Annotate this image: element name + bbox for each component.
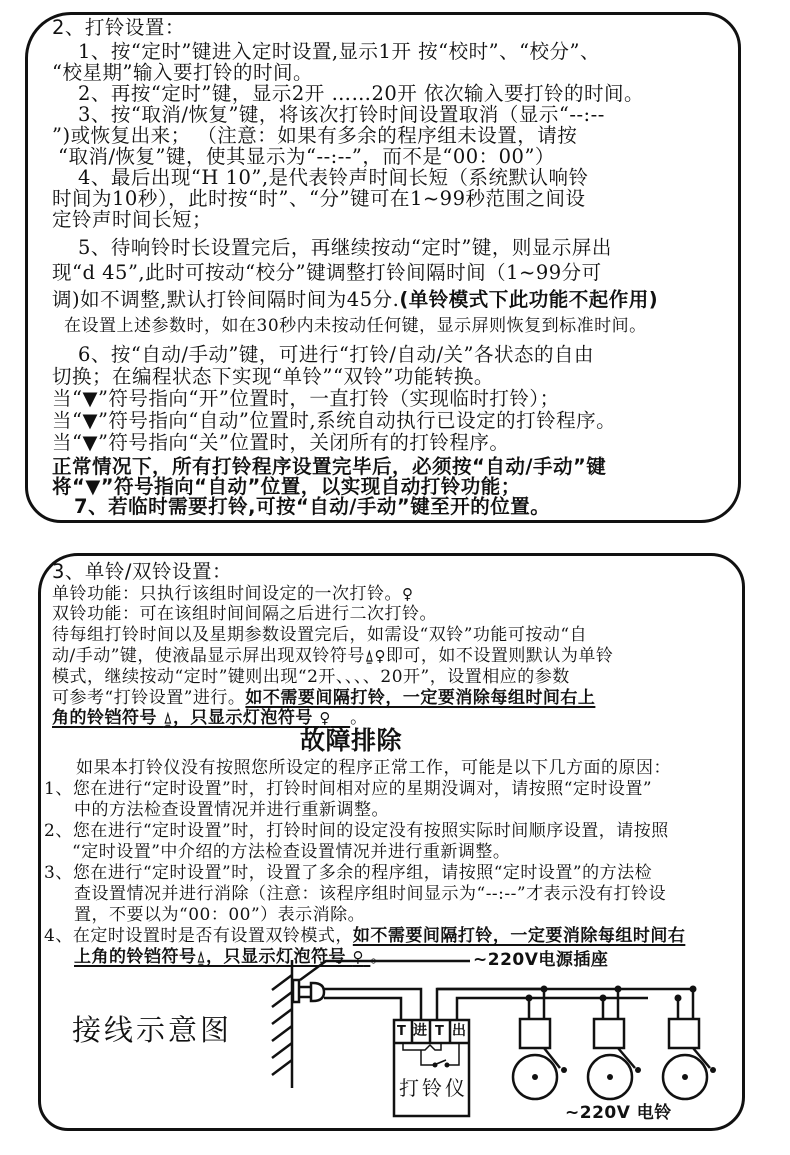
bulb-icon: ♀ [352, 948, 364, 966]
wall-hatching [272, 975, 292, 1075]
bulb-icon: ♀ [402, 585, 414, 603]
text-line: 当“▼”符号指向“开”位置时，一直打铃（实现临时打铃）； [52, 387, 560, 410]
text-line: 调)如不调整,默认打铃间隔时间为45分. [52, 288, 400, 311]
text-line: 。 [370, 947, 388, 967]
bell-label: ~220V 电铃 [565, 1103, 672, 1123]
text-line: 待每组打铃时间以及星期参数设置完后，如需设“双铃”功能可按动“自 [52, 625, 588, 645]
text-line: 单铃功能：只执行该组时间设定的一次打铃。 [52, 584, 402, 604]
text-line: 当“▼”符号指向“自动”位置时,系统自动执行已设定的打铃程序。 [52, 409, 617, 432]
text-line: 在设置上述参数时，如在30秒内未按动任何键，显示屏则恢复到标准时间。 [64, 316, 647, 336]
power-socket-label: ~220V电源插座 [473, 950, 609, 970]
bell-icon: ⍙ [196, 948, 207, 966]
text-line: 现“d 45”,此时可按动“校分”键调整打铃间隔时间（1~99分可 [52, 261, 602, 284]
text-line: 5、待响铃时长设置完后，再继续按动“定时”键，则显示屏出 [78, 236, 612, 259]
text-line: 4、在定时设置时是否有设置双铃模式， [44, 926, 353, 946]
troubleshooting-title: 故障排除 [300, 726, 403, 755]
note-bold: (单铃模式下此功能不起作用) [399, 288, 659, 311]
plug-icon [311, 983, 324, 1001]
terminal-t2: T [435, 1024, 445, 1039]
diagram-title: 接线示意图 [72, 1013, 233, 1047]
important-note: 正常情况下，所有打铃程序设置完毕后，必须按“自动/手动”键 [52, 455, 607, 478]
important-note: 将“▼”符号指向“自动”位置，以实现自动打铃功能； [52, 475, 521, 498]
text-line: 1、按“定时”键进入定时设置,显示1开 按“校时”、“校分”、 [78, 40, 601, 63]
text-line: 当“▼”符号指向“关”位置时，关闭所有的打铃程序。 [52, 431, 510, 454]
text-line: 6、按“自动/手动”键，可进行“打铃/自动/关”各状态的自由 [78, 343, 594, 366]
text-line: 2、再按“定时”键，显示2开 ……20开 依次输入要打铃的时间。 [78, 82, 644, 105]
text-line: 查设置情况并进行消除（注意：该程序组时间显示为“--:--”才表示没有打铃设 [74, 884, 667, 904]
text-line: ”)或恢复出来； （注意：如果有多余的程序组未设置，请按 [52, 124, 578, 147]
text-line: “校星期”输入要打铃的时间。 [52, 61, 313, 84]
text-line: 切换；在编程状态下实现“单铃”“双铃”功能转换。 [52, 365, 494, 388]
text-line: 动/手动”键，使液晶显示屏出现双铃符号 [52, 646, 365, 666]
text-line: 定铃声时间长短； [52, 208, 213, 231]
terminal-in: 进 [413, 1023, 428, 1039]
important-note: 7、若临时需要打铃,可按“自动/手动”键至开的位置。 [74, 495, 551, 518]
text-line: ，只显示灯泡符号 [206, 947, 347, 967]
text-line: “定时设置”中介绍的方法检查设置情况并进行重新调整。 [72, 842, 511, 862]
text-line: 即可，如不设置则默认为单铃 [385, 646, 614, 666]
bell-2 [588, 989, 635, 1099]
text-line: 中的方法检查设置情况并进行重新调整。 [74, 800, 389, 820]
terminal-t1: T [397, 1024, 407, 1039]
text-line: 2、您在进行“定时设置”时，打铃时间的设定没有按照实际时间顺序设置，请按照 [44, 821, 669, 841]
text-line: 上角的铃铛符号 [74, 947, 197, 967]
device-label: 打铃仪 [399, 1076, 468, 1100]
text-line: 如果本打铃仪没有按照您所设定的程序正常工作，可能是以下几方面的原因： [76, 758, 671, 778]
text-line: 双铃功能：可在该组时间间隔之后进行二次打铃。 [52, 604, 437, 624]
text-line: 3、按“取消/恢复”键，将该次打铃时间设置取消（显示“--:-- [78, 103, 605, 126]
bulb-icon: ♀ [374, 647, 386, 665]
terminal-out: 出 [452, 1023, 467, 1039]
text-line: ，只显示灯泡符号 [172, 708, 313, 728]
text-line: 可参考“打铃设置”进行。 [52, 688, 246, 708]
bell-icon: ⍙ [163, 709, 173, 727]
text-line: 模式，继续按动“定时”键则出现“2开、、、、20开”，设置相应的参数 [52, 667, 570, 687]
bell-1 [513, 989, 560, 1099]
electric-bells [513, 989, 710, 1099]
text-line: “取消/恢复”键，使其显示为“--:--”，而不是“00：00”） [58, 145, 555, 168]
text-line: 4、最后出现“H 10”,是代表铃声时间长短（系统默认响铃 [78, 166, 589, 189]
bulb-icon: ♀ [319, 709, 331, 727]
text-line: 置，不要以为“00：00”）表示消除。 [74, 905, 366, 925]
text-line: 3、您在进行“定时设置”时，设置了多余的程序组，请按照“定时设置”的方法检 [44, 863, 653, 883]
text-line: 角的铃铛符号 [52, 708, 157, 728]
text-line: 。 [350, 708, 368, 728]
bell-3 [663, 989, 710, 1099]
bell-icon: ⍙ [364, 647, 375, 665]
socket-icon [293, 980, 299, 1002]
section-heading: 3、单铃/双铃设置： [52, 560, 232, 583]
text-line: 1、您在进行“定时设置”时，打铃时间相对应的星期没调对，请按照“定时设置” [44, 779, 653, 799]
text-line: 时间为10秒），此时按“时”、“分”键可在1~99秒范围之间设 [52, 187, 586, 210]
underlined-warning: 如不需要间隔打铃，一定要消除每组时间右上 [245, 688, 596, 708]
section-heading: 2、打铃设置： [52, 16, 185, 39]
underlined-warning: 如不需要间隔打铃，一定要消除每组时间右 [352, 926, 686, 946]
